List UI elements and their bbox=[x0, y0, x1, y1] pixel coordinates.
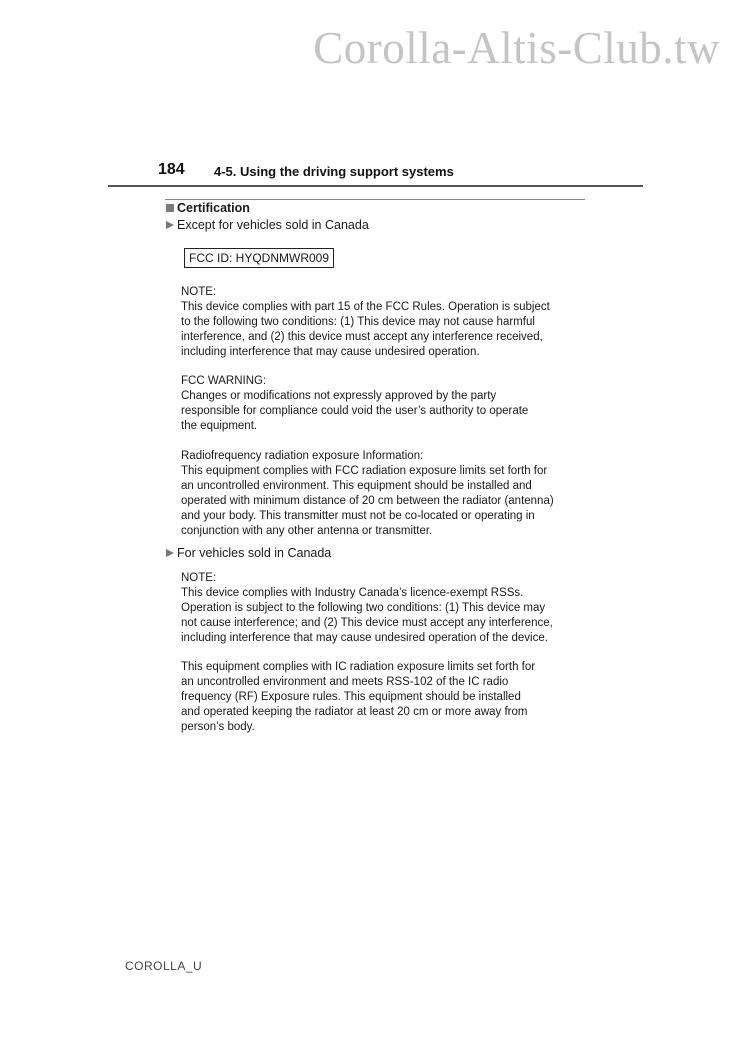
canada-heading bbox=[166, 546, 331, 560]
text-line: to the following two conditions: (1) This device may not cause harmful bbox=[181, 316, 535, 328]
text-line: and your body. This transmitter must not be co-located or operating in bbox=[181, 510, 535, 522]
text-line: the equipment. bbox=[181, 420, 258, 432]
text-line: Changes or modifications not expressly approved by the party bbox=[181, 390, 497, 402]
text-line: an uncontrolled environment and meets RSS-102 of the IC radio bbox=[181, 676, 509, 688]
fcc-warning-block bbox=[181, 374, 528, 434]
text-line: NOTE: bbox=[181, 572, 217, 584]
square-bullet-icon bbox=[166, 204, 174, 212]
text-line: FCC WARNING: bbox=[181, 375, 267, 387]
fcc-id-box: FCC ID: HYQDNMWR009 bbox=[184, 248, 334, 268]
except-canada-heading bbox=[166, 218, 369, 232]
triangle-bullet-icon bbox=[166, 549, 174, 557]
text-line: and operated keeping the radiator at least 20 cm or more away from bbox=[181, 706, 528, 718]
watermark: Corolla-Altis-Club.tw bbox=[313, 23, 720, 73]
section-title: 4-5. Using the driving support systems bbox=[214, 164, 454, 179]
text-line: interference, and (2) this device must accept any interference received, bbox=[181, 331, 543, 343]
certification-heading bbox=[166, 201, 250, 215]
canada-exposure-block bbox=[181, 660, 535, 735]
text-line: including interference that may cause undesired operation. bbox=[181, 346, 480, 358]
text-line: an uncontrolled environment. This equipment should be installed and bbox=[181, 480, 532, 492]
text-line: This device complies with part 15 of the FCC Rules. Operation is subject bbox=[181, 301, 550, 313]
text-line: person’s body. bbox=[181, 721, 255, 733]
text-line: This equipment complies with FCC radiation exposure limits set forth for bbox=[181, 465, 548, 477]
text-line: This equipment complies with IC radiation exposure limits set forth for bbox=[181, 661, 536, 673]
text-line: not cause interference; and (2) This device must accept any interference, bbox=[181, 617, 553, 629]
fcc-note-block bbox=[181, 285, 550, 360]
canada-heading-text: For vehicles sold in Canada bbox=[177, 546, 332, 560]
triangle-bullet-icon bbox=[166, 221, 174, 229]
text-line: NOTE: bbox=[181, 286, 217, 298]
text-line: operated with minimum distance of 20 cm between the radiator (antenna) bbox=[181, 495, 554, 507]
footer-label: COROLLA_U bbox=[125, 959, 203, 973]
subsection-divider bbox=[165, 199, 585, 200]
text-line: including interference that may cause undesired operation of the device. bbox=[181, 632, 548, 644]
text-line: This device complies with Industry Canada’s licence-exempt RSSs. bbox=[181, 587, 524, 599]
except-canada-text: Except for vehicles sold in Canada bbox=[177, 218, 369, 232]
page-header bbox=[108, 157, 643, 187]
page-number: 184 bbox=[158, 161, 185, 178]
text-line: responsible for compliance could void the user’s authority to operate bbox=[181, 405, 529, 417]
text-line: frequency (RF) Exposure rules. This equipment should be installed bbox=[181, 691, 521, 703]
text-line: conjunction with any other antenna or transmitter. bbox=[181, 525, 433, 537]
rf-exposure-block bbox=[181, 449, 554, 539]
certification-heading-text: Certification bbox=[177, 201, 250, 215]
canada-note-block bbox=[181, 571, 553, 646]
text-line: Radiofrequency radiation exposure Information: bbox=[181, 450, 424, 462]
text-line: Operation is subject to the following two conditions: (1) This device may bbox=[181, 602, 546, 614]
